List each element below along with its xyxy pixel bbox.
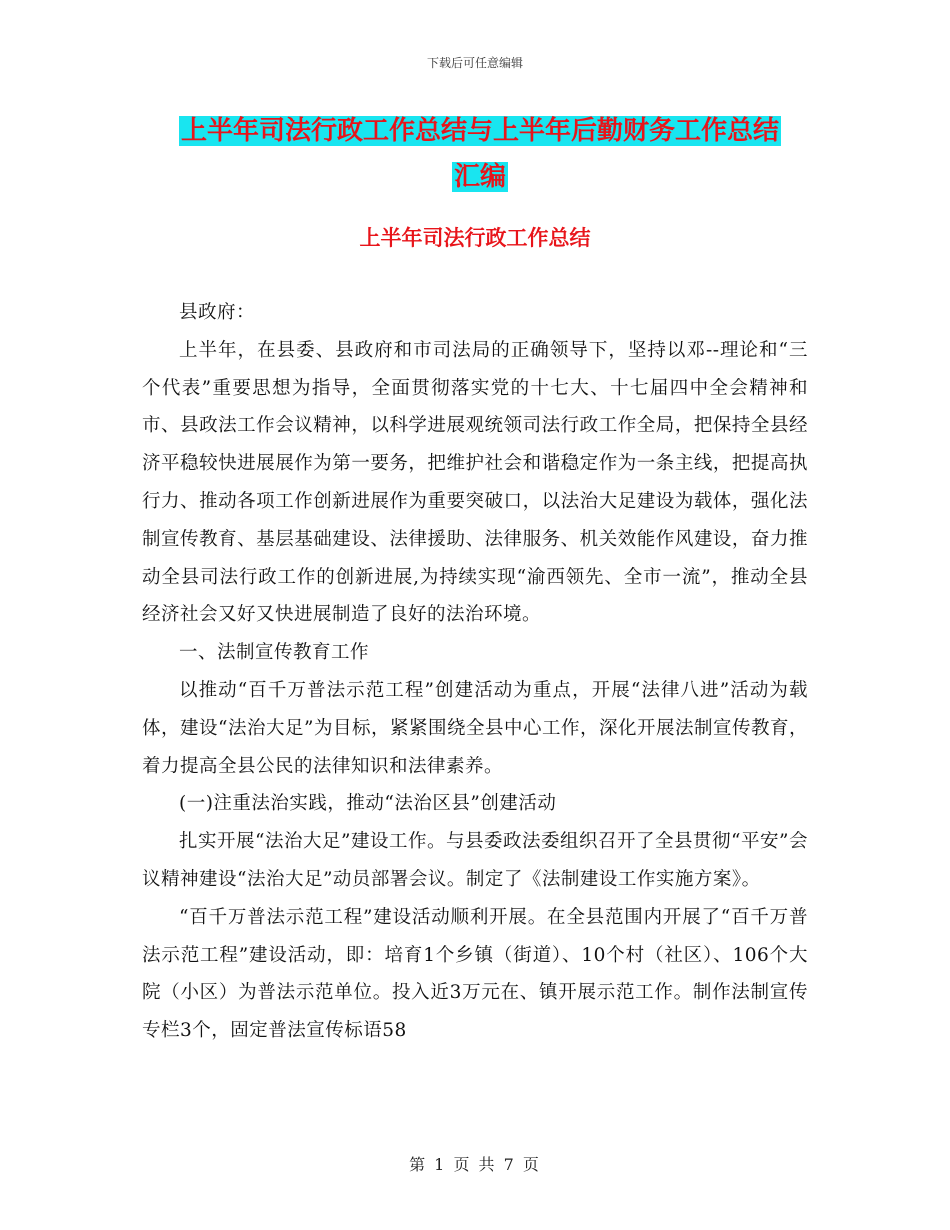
page-header-note: 下载后可任意编辑	[426, 56, 523, 70]
subsection-heading-1: (一)注重法治实践，推动“法治区县”创建活动	[179, 793, 557, 815]
document-title	[140, 108, 820, 200]
page-number-footer: 第 1 页 共 7 页	[409, 1155, 541, 1174]
body-paragraph: “百千万普法示范工程”建设活动顺利开展。在全县范围内开展了“百千万普法示范工程”建设活动，即：培育1个乡镇（街道）、10个村（社区）、106个大院（小区）为普法示范单位。投入近3万元在、镇开展示范工作。制作法制宣传专栏3个，固定普法宣传标语58	[142, 906, 808, 1042]
intro-paragraph: 上半年，在县委、县政府和市司法局的正确领导下，坚持以邓--理论和“三个代表”重要思想为指导，全面贯彻落实党的十七大、十七届四中全会精神和市、县政法工作会议精神，以科学进展观统领司法行政工作全局，把保持全县经济平稳较快进展展作为第一要务，把维护社会和谐稳定作为一条主线，把提高执行力、推动各项工作创新进展作为重要突破口，以法治大足建设为载体，强化法制宣传教育、基层基础建设、法律援助、法律服务、机关效能作风建设，奋力推动全县司法行政工作的创新进展,为持续实现“渝西领先、全市一流”，推动全县经济社会又好又快进展制造了良好的法治环境。	[142, 339, 808, 626]
document-title-line-2: 汇编	[453, 162, 506, 192]
body-paragraph: 扎实开展“法治大足”建设工作。与县委政法委组织召开了全县贯彻“平安”会议精神建设“法治大足”动员部署会议。制定了《法制建设工作实施方案》。	[142, 831, 808, 890]
document-body	[142, 294, 808, 1050]
salutation-paragraph: 县政府：	[179, 302, 256, 323]
document-title-line-1: 上半年司法行政工作总结与上半年后勤财务工作总结	[180, 116, 779, 146]
section-title: 上半年司法行政工作总结	[359, 226, 591, 250]
section-heading-1: 一、法制宣传教育工作	[179, 642, 370, 664]
body-paragraph: 以推动“百千万普法示范工程”创建活动为重点，开展“法律八进”活动为载体，建设“法治大足”为目标，紧紧围绕全县中心工作，深化开展法制宣传教育，着力提高全县公民的法律知识和法律素养。	[142, 679, 808, 777]
